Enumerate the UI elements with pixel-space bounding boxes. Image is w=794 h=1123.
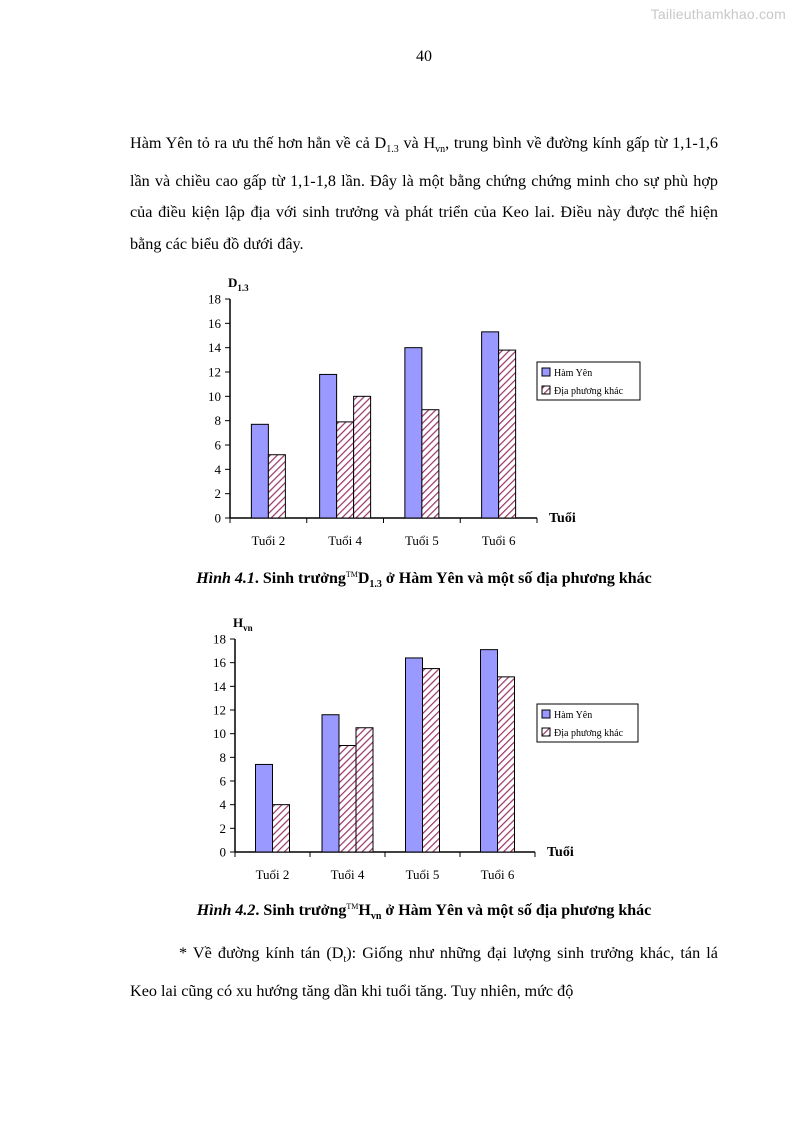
x-tick-label: Tuổi 6 [480, 867, 515, 882]
y-tick-label: 6 [214, 437, 221, 453]
legend-swatch-dia-phuong-khac [542, 386, 550, 394]
y-tick-label: 16 [213, 655, 226, 671]
x-axis-label: Tuổi [547, 845, 574, 860]
y-tick-label: 18 [213, 631, 226, 647]
y-tick-label: 4 [219, 797, 226, 813]
bar-ham-yen [322, 715, 339, 852]
y-tick-label: 10 [213, 726, 226, 742]
legend-swatch-dia-phuong-khac [542, 728, 550, 736]
y-axis-label-sub: 1.3 [237, 283, 249, 293]
caption-figure-4-1: Hình 4.1. Sinh $trưởng™D_{1.3}$ ở Hàm Yên và một số địa phương khác [196, 570, 652, 591]
bar-ham-yen [256, 764, 273, 852]
bar-dia-phuong-khac [356, 728, 373, 852]
x-tick-label: Tuổi 2 [251, 533, 286, 548]
y-tick-label: 14 [208, 340, 221, 356]
chart-hvn [0, 605, 794, 885]
bar-dia-phuong-khac [498, 677, 515, 852]
bar-dia-phuong-khac [273, 805, 290, 852]
bar-ham-yen [406, 658, 423, 852]
legend-swatch-ham-yen [542, 368, 550, 376]
x-tick-label: Tuổi 5 [404, 533, 439, 548]
bar-ham-yen [320, 374, 337, 518]
y-tick-label: 6 [219, 773, 226, 789]
legend-label-dia-phuong-khac: Địa phương khác [554, 386, 624, 397]
caption-figure-4-2: Hình 4.2. Sinh $trưởng™H_{vn}$ ở Hàm Yên và một số địa phương khác [196, 902, 652, 923]
y-axis-label: $D_{1.3}$ [228, 275, 249, 293]
x-tick-label: Tuổi 4 [328, 533, 363, 548]
legend-label-ham-yen: Hàm Yên [554, 710, 593, 721]
bar-ham-yen [482, 332, 499, 518]
y-tick-label: 0 [214, 510, 221, 526]
y-tick-label: 4 [214, 461, 221, 477]
paragraph-2: * Về đường kính tán $(D_t)$: Giống như những đại lượng sinh trưởng khác, tán lá Keo lai cũng có xu hướng tăng dần khi tuổi tăng. Tuy nhiên, mức độ [130, 944, 718, 1000]
watermark: Tailieuthamkhao.com [650, 6, 786, 22]
bar-dia-phuong-khac [339, 746, 356, 853]
y-tick-label: 12 [208, 364, 221, 380]
y-tick-label: 8 [219, 749, 226, 765]
bar-dia-phuong-khac [268, 455, 285, 518]
y-tick-label: 18 [208, 291, 221, 307]
chart-d13 [0, 265, 794, 555]
y-tick-label: 8 [214, 413, 221, 429]
bar-dia-phuong-khac [422, 410, 439, 518]
y-axis-label: $H_{vn}$ [233, 615, 253, 633]
x-tick-label: Tuổi 2 [255, 867, 290, 882]
bar-ham-yen [481, 650, 498, 852]
y-tick-label: 2 [219, 820, 226, 836]
x-tick-label: Tuổi 5 [405, 867, 440, 882]
bar-dia-phuong-khac [354, 396, 371, 518]
bar-dia-phuong-khac [499, 350, 516, 518]
y-tick-label: 16 [208, 315, 221, 331]
paragraph-1: Hàm Yên tỏ ra ưu thế hơn hẳn về cả $D_{1.3}$ và $H_{vn}$, trung bình về đường kính gấp từ 1,1-1,6 lần và chiều cao gấp từ 1,1-1,8 lần. Đây là một bằng chứng chứng minh cho sự phù hợp của điều kiện lập địa với sinh trưởng và phát triển của Keo lai. Điều này được thể hiện bằng các biểu đồ dưới đây. [130, 134, 719, 253]
bar-ham-yen [251, 424, 268, 518]
bar-ham-yen [405, 348, 422, 518]
y-tick-label: 12 [213, 702, 226, 718]
page-number: 40 [416, 48, 432, 65]
y-tick-label: 0 [219, 844, 226, 860]
y-tick-label: 2 [214, 486, 221, 502]
y-axis-label-sub: vn [243, 623, 253, 633]
x-axis-label: Tuổi [549, 511, 576, 526]
legend-label-ham-yen: Hàm Yên [554, 368, 593, 379]
y-tick-label: 14 [213, 678, 226, 694]
legend-label-dia-phuong-khac: Địa phương khác [554, 728, 624, 739]
x-tick-label: Tuổi 6 [481, 533, 516, 548]
legend-swatch-ham-yen [542, 710, 550, 718]
bar-dia-phuong-khac [423, 669, 440, 852]
y-tick-label: 10 [208, 388, 221, 404]
bar-dia-phuong-khac [337, 422, 354, 518]
x-tick-label: Tuổi 4 [330, 867, 365, 882]
